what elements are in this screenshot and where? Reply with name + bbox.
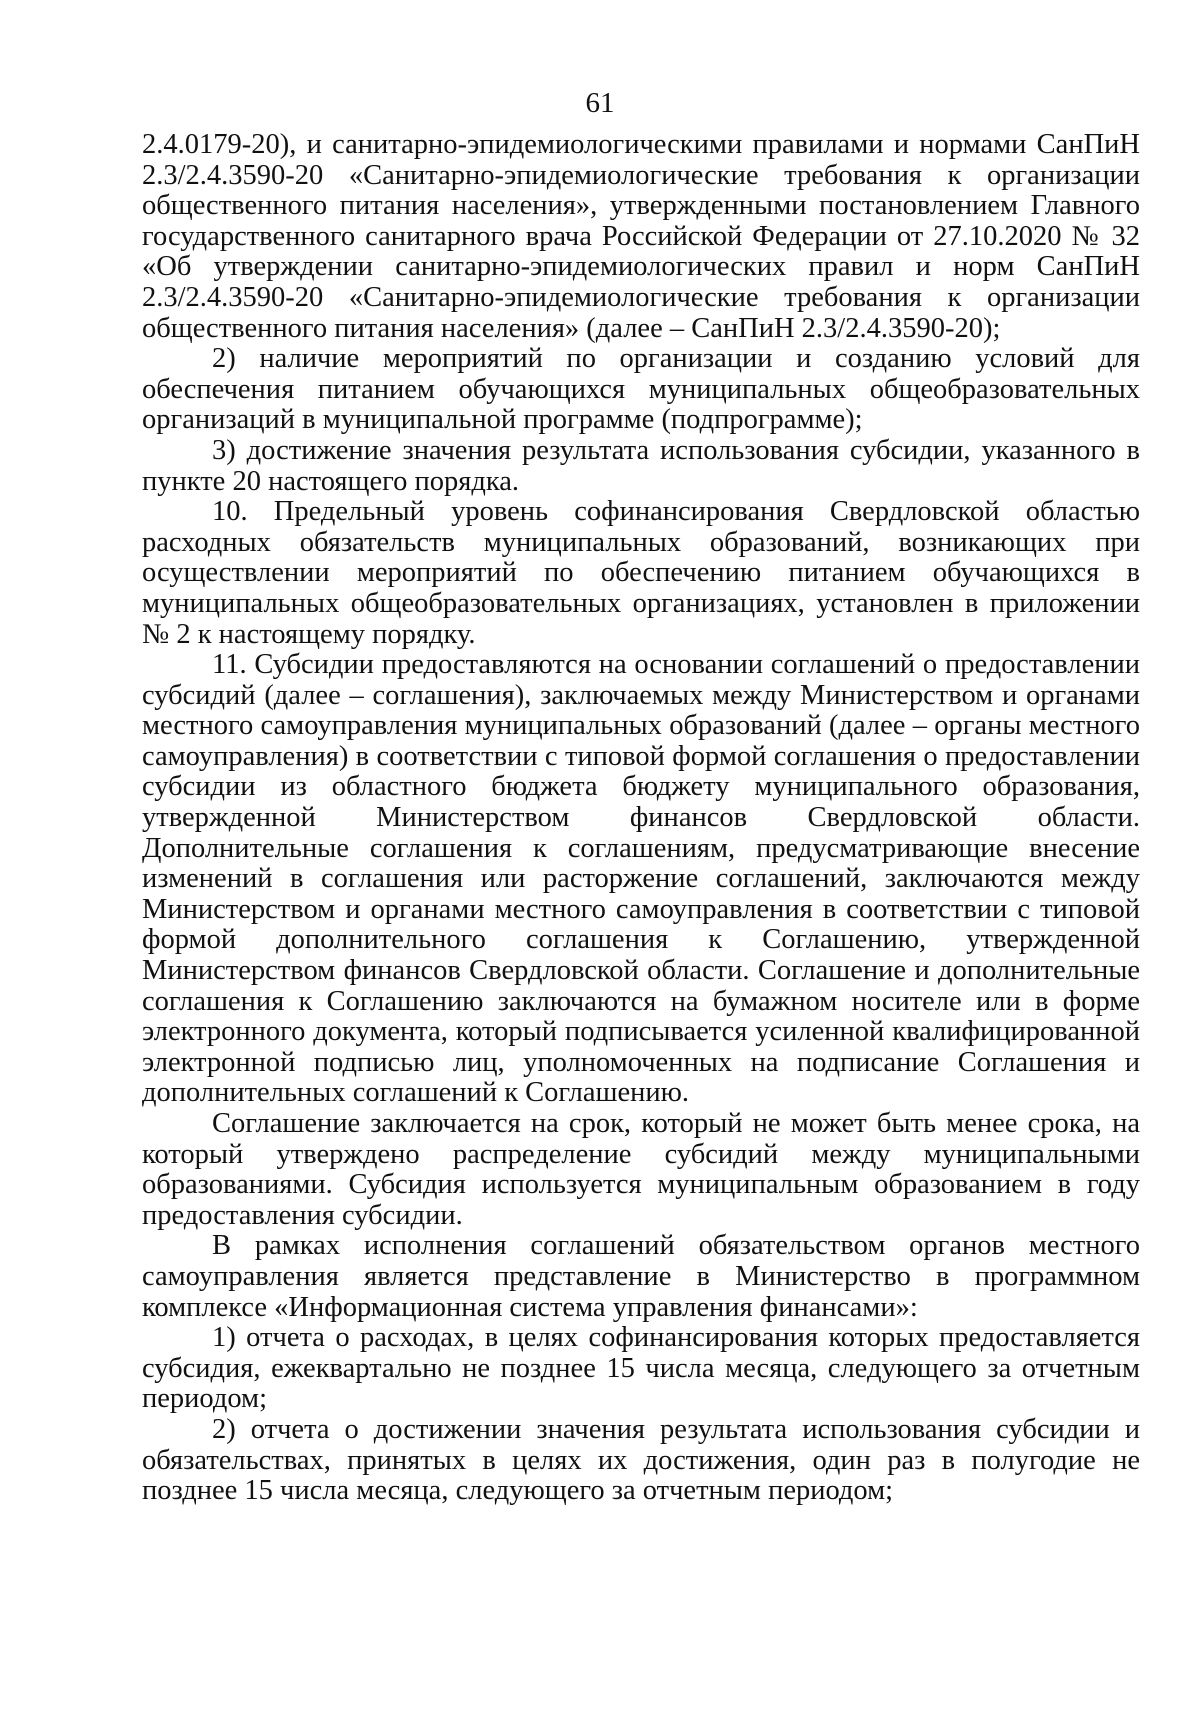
paragraph-condition-2: 2) наличие мероприятий по организации и созданию условий для обеспечения питанием обучающихся муниципальных общеобразовательных организаций в муниципальной программе (подпрограмме); xyxy=(142,343,1140,436)
paragraph-obligations: В рамках исполнения соглашений обязательством органов местного самоуправления является представление в Министерство в программном комплексе «Информационная система управления финансами»: xyxy=(142,1230,1140,1323)
paragraph-agreement-term: Соглашение заключается на срок, который не может быть менее срока, на который утверждено распределение субсидий между муниципальными образованиями. Субсидия используется муниципальным образованием в году предоставления субсидии. xyxy=(142,1108,1140,1231)
paragraph-condition-3: 3) достижение значения результата использования субсидии, указанного в пункте 20 настоящего порядка. xyxy=(142,434,1140,497)
paragraph-clause-10: 10. Предельный уровень софинансирования Свердловской областью расходных обязательств муниципальных образований, возникающих при осуществлении мероприятий по обеспечению питанием обучающихся в муниципальных общеобразовательных организациях, установлен в приложении № 2 к настоящему порядку. xyxy=(142,496,1140,650)
paragraph-sanpin-reference: 2.4.0179-20), и санитарно-эпидемиологическими правилами и нормами СанПиН 2.3/2.4.3590-20 «Санитарно-эпидемиологические требования к организации общественного питания населения», утвержденными постановлением Главного государственного санитарного врача Российской Федерации от 27.10.2020 № 32 «Об утверждении санитарно-эпидемиологических правил и норм СанПиН 2.3/2.4.3590-20 «Санитарно-эпидемиологические требования к организации общественного питания населения» (далее – СанПиН 2.3/2.4.3590-20); xyxy=(142,129,1140,344)
paragraph-report-1: 1) отчета о расходах, в целях софинансирования которых предоставляется субсидия, ежеквартально не позднее 15 числа месяца, следующего за отчетным периодом; xyxy=(142,1322,1140,1415)
paragraph-report-2: 2) отчета о достижении значения результата использования субсидии и обязательствах, принятых в целях их достижения, один раз в полугодие не позднее 15 числа месяца, следующего за отчетным периодом; xyxy=(142,1413,1140,1507)
page-number: 61 xyxy=(585,87,615,119)
paragraph-clause-11: 11. Субсидии предоставляются на основании соглашений о предоставлении субсидий (далее – соглашения), заключаемых между Министерством и органами местного самоуправления муниципальных образований (далее – органы местного самоуправления) в соответствии с типовой формой соглашения о предоставлении субсидии из областного бюджета бюджету муниципального образования, утвержденной Министерством финансов Свердловской области. Дополнительные соглашения к соглашениям, предусматривающие внесение изменений в соглашения или расторжение соглашений, заключаются между Министерством и органами местного самоуправления в соответствии с типовой формой дополнительного соглашения к Соглашению, утвержденной Министерством финансов Свердловской области. Соглашение и дополнительные соглашения к Соглашению заключаются на бумажном носителе или в форме электронного документа, который подписывается усиленной квалифицированной электронной подписью лиц, уполномоченных на подписание Соглашения и дополнительных соглашений к Соглашению. xyxy=(142,649,1140,1109)
document-body xyxy=(142,130,1140,1507)
